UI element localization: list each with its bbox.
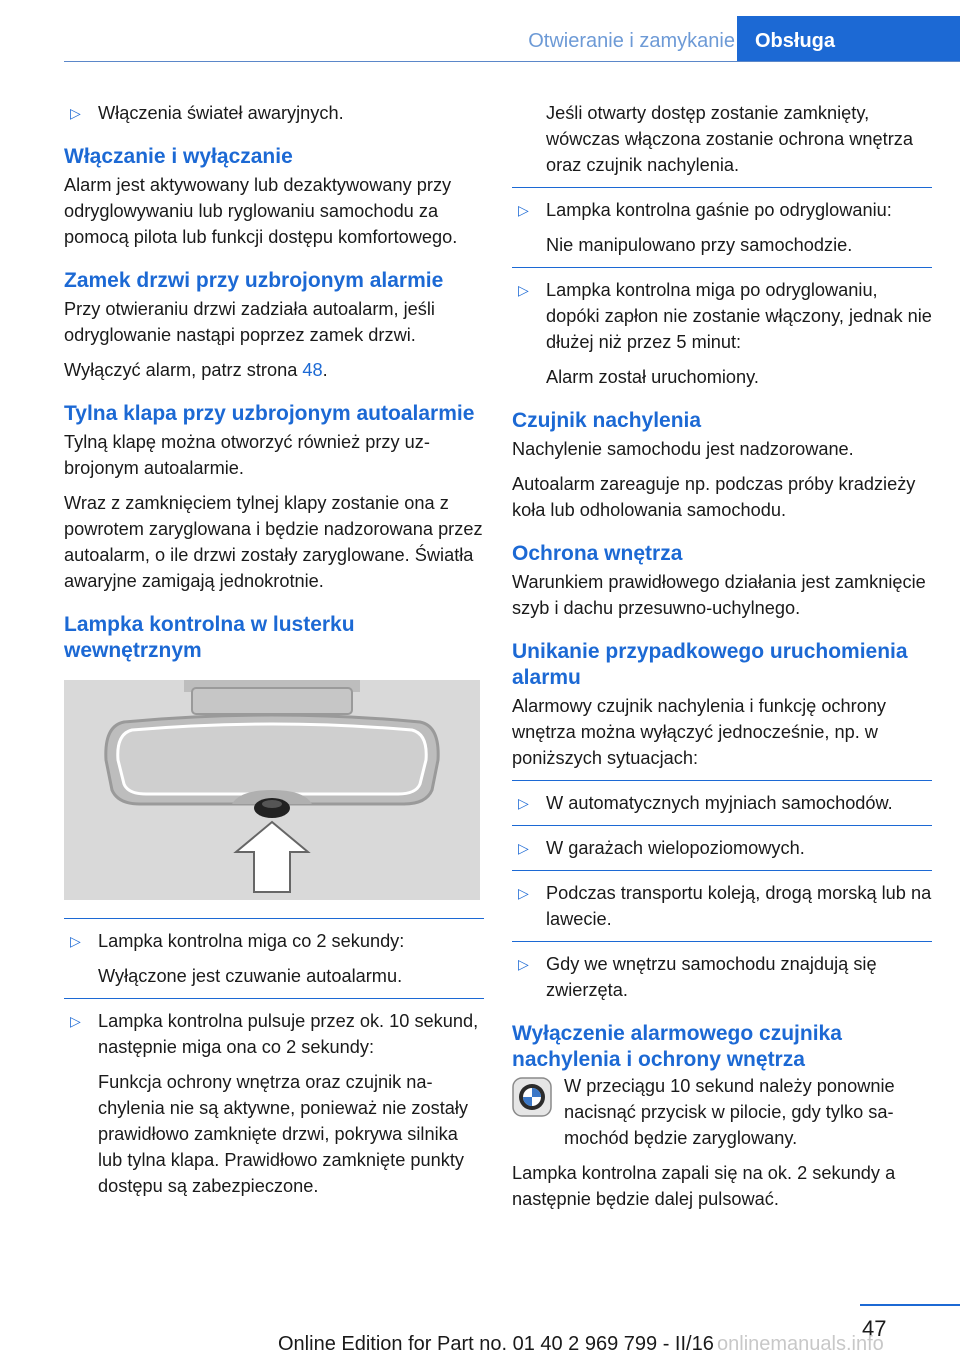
- mirror-icon: [64, 680, 480, 900]
- list-separator: [512, 780, 932, 781]
- header-section-title: Otwieranie i zamykanie: [528, 30, 735, 52]
- list-item-detail: Wyłączone jest czuwanie autoalarmu.: [98, 966, 403, 986]
- section-heading: Włączanie i wyłączanie: [64, 145, 293, 168]
- section-heading: Wyłączenie alarmowego czujnika nachylenia i ochrony wnętrza: [512, 1022, 842, 1071]
- paragraph: Nachylenie samochodu jest nadzorowane.: [512, 439, 854, 459]
- triangle-bullet-icon: ▷: [518, 840, 529, 856]
- remote-key-instruction: [512, 1073, 932, 1151]
- list-item: ▷ Lampka kontrolna miga co 2 sekundy:: [64, 928, 484, 954]
- paragraph: Alarmowy czujnik nachylenia i funkcję ochrony wnętrza można wyłączyć jednocześnie, np. w poniższych sytuacjach:: [512, 696, 887, 768]
- rearview-mirror-illustration: [64, 680, 480, 900]
- list-item: ▷ Lampka kontrolna pulsuje przez ok. 10 sekund, następnie miga ona co 2 sekundy:: [64, 1008, 484, 1060]
- list-separator: [512, 825, 932, 826]
- list-item-detail: Jeśli otwarty dostęp zostanie zamknięty, wówczas włączona zostanie ochrona wnętrza oraz czujnik nachylenia.: [546, 103, 913, 175]
- section-heading: Tylna klapa przy uzbrojonym autoalarmie: [64, 402, 475, 425]
- right-column: [512, 100, 932, 1221]
- footer-rule: [860, 1304, 960, 1306]
- page-link[interactable]: 48: [302, 360, 323, 380]
- list-item-detail: Alarm został uruchomiony.: [546, 367, 759, 387]
- list-item-detail: Nie manipulowano przy samochodzie.: [546, 235, 853, 255]
- paragraph: Wyłączyć alarm, patrz strona 48.: [64, 360, 328, 380]
- paragraph: Tylną klapę można otworzyć również przy uzbrojonym autoalarmie.: [64, 432, 430, 478]
- list-item: ▷ Lampka kontrolna miga po odryglowaniu, dopóki zapłon nie zostanie włączony, jednak nie dłużej niż przez 5 minut:: [512, 277, 932, 355]
- page-number: 47: [862, 1316, 887, 1341]
- header-rule: [64, 61, 960, 62]
- triangle-bullet-icon: ▷: [70, 105, 81, 121]
- section-heading: Unikanie przypadkowego uruchomienia alarmu: [512, 640, 908, 689]
- list-separator: [512, 187, 932, 188]
- triangle-bullet-icon: ▷: [70, 1013, 81, 1029]
- section-heading: Czujnik nachylenia: [512, 409, 702, 432]
- header-chapter-tab: Obsługa: [737, 16, 960, 62]
- list-item: ▷ Lampka kontrolna gaśnie po odryglowaniu:: [512, 197, 932, 223]
- list-separator: [512, 870, 932, 871]
- triangle-bullet-icon: ▷: [518, 202, 529, 218]
- list-item: ▷ W garażach wielopoziomowych.: [512, 835, 932, 861]
- list-item: ▷ W automatycznych myjniach samochodów.: [512, 790, 932, 816]
- list-item: ▷ Gdy we wnętrzu samochodu znajdują się zwierzęta.: [512, 951, 932, 1003]
- list-separator: [512, 941, 932, 942]
- paragraph: Lampka kontrolna zapali się na ok. 2 sekundy a następnie będzie dalej pulsować.: [512, 1163, 896, 1209]
- triangle-bullet-icon: ▷: [518, 956, 529, 972]
- paragraph: Przy otwieraniu drzwi zadziała autoalarm, jeśli odryglowanie nastąpi poprzez zamek drzwi.: [64, 299, 435, 345]
- edition-footer: Online Edition for Part no. 01 40 2 969 799 - II/16: [278, 1333, 714, 1355]
- paragraph: Wraz z zamknięciem tylnej klapy zostanie ona z powrotem zaryglowana i będzie nadzorowana przez autoalarm, o ile drzwi zostały zaryglowane. Światła awaryjne zamigają jednokrotnie.: [64, 493, 483, 591]
- triangle-bullet-icon: ▷: [70, 933, 81, 949]
- remote-key-button-icon: [512, 1077, 552, 1117]
- list-item: ▷ Włączenia świateł awaryjnych.: [64, 100, 484, 126]
- watermark: onlinemanuals.info: [717, 1333, 884, 1355]
- list-separator: [64, 918, 484, 919]
- triangle-bullet-icon: ▷: [518, 795, 529, 811]
- section-heading: Ochrona wnętrza: [512, 542, 683, 565]
- paragraph: Autoalarm zareaguje np. podczas próby kradzieży koła lub odholowania samochodu.: [512, 474, 916, 520]
- paragraph: W przeciągu 10 sekund należy ponownie nacisnąć przycisk w pilocie, gdy tylko samochód będzie zaryglowany.: [564, 1076, 895, 1148]
- triangle-bullet-icon: ▷: [518, 282, 529, 298]
- paragraph: Alarm jest aktywowany lub dezaktywowany przy odryglowywaniu lub ryglowaniu samochodu za pomocą pilota lub funkcji dostępu komfortowego.: [64, 175, 458, 247]
- list-separator: [512, 267, 932, 268]
- section-heading: Lampka kontrolna w lusterku wewnętrznym: [64, 613, 355, 662]
- paragraph: Warunkiem prawidłowego działania jest zamknięcie szyb i dachu przesuwno-uchylnego.: [512, 572, 926, 618]
- triangle-bullet-icon: ▷: [518, 885, 529, 901]
- list-item-detail: Funkcja ochrony wnętrza oraz czujnik nachylenia nie są aktywne, ponieważ nie zostały prawidłowo zamknięte drzwi, pokrywa silnika lub tylna klapa. Prawidłowo zamknięte punkty dostępu są zabezpieczone.: [98, 1072, 469, 1196]
- left-column: [64, 100, 484, 1208]
- list-separator: [64, 998, 484, 999]
- section-heading: Zamek drzwi przy uzbrojonym alarmie: [64, 269, 444, 292]
- list-item: ▷ Podczas transportu koleją, drogą morską lub na lawecie.: [512, 880, 932, 932]
